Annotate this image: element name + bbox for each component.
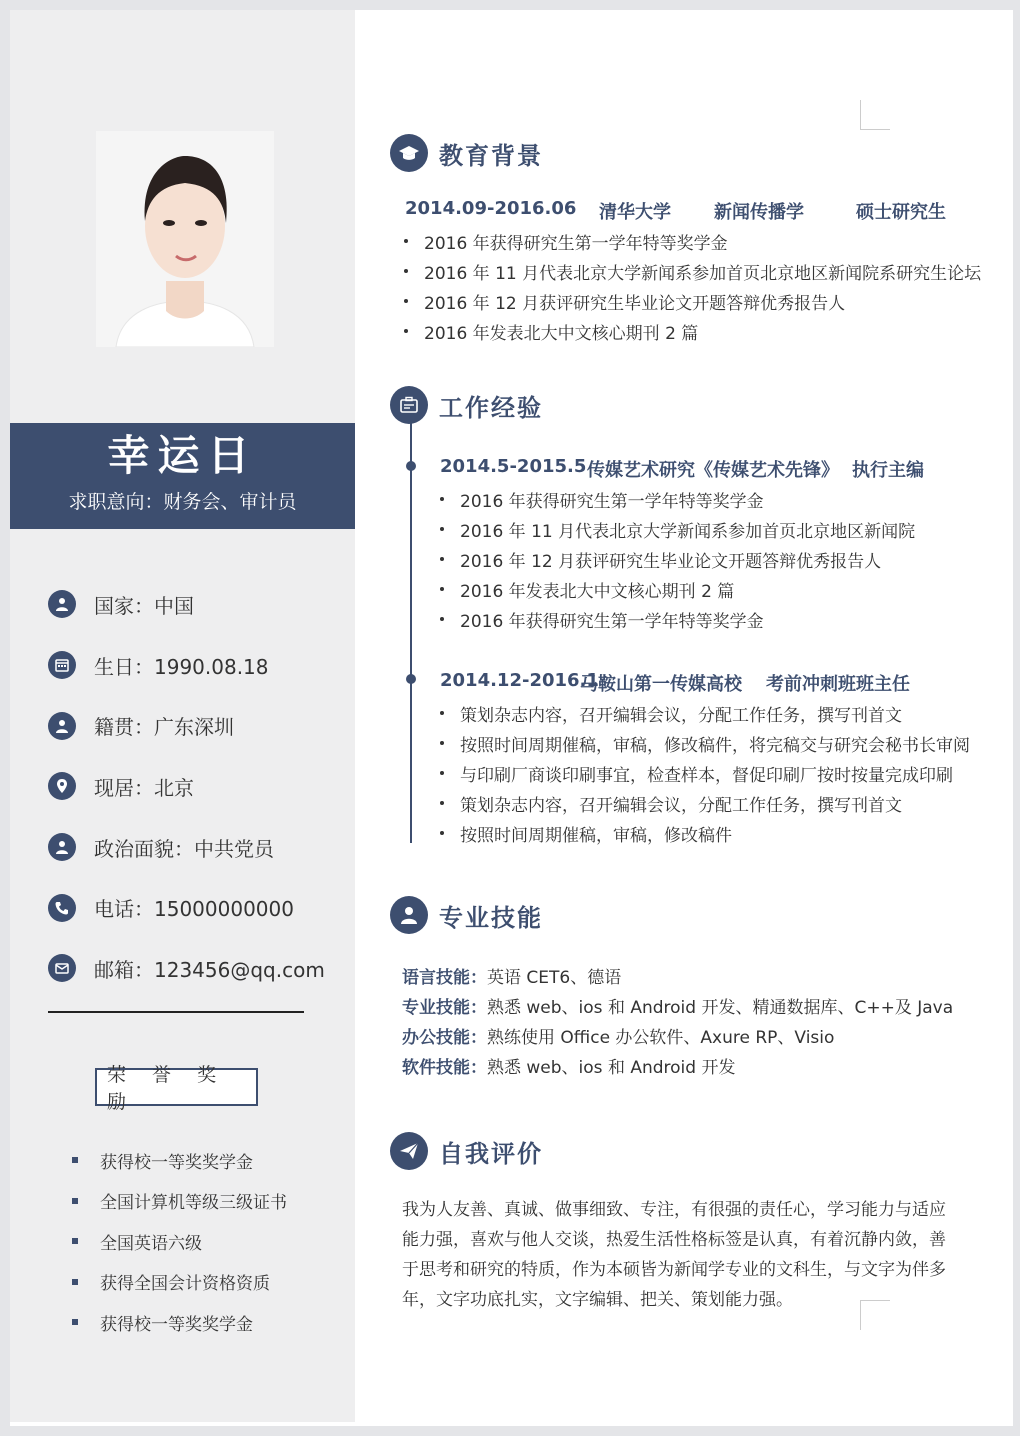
location-pin-icon — [48, 772, 76, 800]
timeline-line — [410, 420, 412, 843]
bullet-icon — [440, 831, 444, 835]
bullet-text: 2016 年 12 月获评研究生毕业论文开题答辩优秀报告人 — [460, 551, 882, 572]
bullet-icon — [440, 741, 444, 745]
education-summary — [405, 198, 946, 224]
job-duties-list — [440, 698, 970, 848]
bullet-text: 策划杂志内容，召开编辑会议，分配工作任务，撰写刊首文 — [460, 705, 902, 726]
bullet-text: 2016 年 12 月获评研究生毕业论文开题答辩优秀报告人 — [424, 293, 846, 314]
resume-page — [10, 10, 1013, 1426]
list-item — [72, 1302, 342, 1343]
sidebar-divider — [48, 1011, 304, 1013]
skills-header — [390, 896, 543, 934]
list-item — [404, 256, 981, 286]
honor-text: 全国计算机等级三级证书 — [100, 1193, 287, 1214]
education-header — [390, 134, 543, 172]
mail-icon — [48, 954, 76, 982]
honor-text: 全国英语六级 — [100, 1233, 202, 1254]
bullet-text: 2016 年 11 月代表北京大学新闻系参加首页北京地区新闻院 — [460, 521, 916, 542]
paper-plane-icon — [390, 1132, 428, 1170]
list-item — [440, 788, 970, 818]
honor-text: 获得校一等奖奖学金 — [100, 1152, 253, 1173]
list-item — [440, 728, 970, 758]
bullet-text: 与印刷厂商谈印刷事宜，检查样本，督促印刷厂按时按量完成印刷 — [460, 765, 953, 786]
square-bullet-icon — [72, 1319, 78, 1325]
list-item — [440, 758, 970, 788]
info-text: 电话：15000000000 — [94, 897, 294, 922]
bullet-text: 策划杂志内容，召开编辑会议，分配工作任务，撰写刊首文 — [460, 795, 902, 816]
list-item — [402, 990, 953, 1020]
user-icon — [48, 590, 76, 618]
skill-label: 软件技能： — [402, 1057, 487, 1078]
square-bullet-icon — [72, 1279, 78, 1285]
job-summary — [440, 670, 910, 696]
list-item — [440, 574, 915, 604]
section-title: 自我评价 — [439, 1139, 543, 1168]
skill-value: 熟练使用 Office 办公软件、Axure RP、Visio — [487, 1027, 835, 1048]
info-email — [48, 938, 348, 999]
bullet-icon — [404, 239, 408, 243]
bullet-text: 2016 年发表北大中文核心期刊 2 篇 — [424, 323, 699, 344]
skill-value: 熟悉 web、ios 和 Android 开发、精通数据库、C++及 Java — [487, 997, 954, 1018]
info-text: 现居：北京 — [94, 775, 194, 800]
profile-photo — [96, 131, 274, 347]
skill-label: 专业技能： — [402, 997, 487, 1018]
education-period: 2014.09-2016.06 — [405, 198, 577, 219]
list-item — [402, 1020, 953, 1050]
skill-value: 熟悉 web、ios 和 Android 开发 — [487, 1057, 736, 1078]
education-degree: 硕士研究生 — [856, 202, 946, 223]
skill-label: 语言技能： — [402, 967, 487, 988]
evaluation-header — [390, 1132, 543, 1170]
list-item — [440, 514, 915, 544]
job-company: 传媒艺术研究《传媒艺术先锋》 — [587, 460, 839, 481]
list-item — [404, 316, 981, 346]
name-banner — [10, 423, 355, 529]
square-bullet-icon — [72, 1198, 78, 1204]
list-item — [72, 1262, 342, 1303]
info-text: 籍贯：广东深圳 — [94, 715, 234, 740]
user-icon — [48, 833, 76, 861]
section-title: 工作经验 — [439, 393, 543, 422]
bullet-icon — [440, 801, 444, 805]
info-birthday — [48, 635, 348, 696]
skill-label: 办公技能： — [402, 1027, 487, 1048]
job-role: 执行主编 — [852, 460, 924, 481]
job-role: 考前冲刺班班主任 — [766, 674, 910, 695]
info-political — [48, 817, 348, 878]
info-text: 生日：1990.08.18 — [94, 654, 269, 679]
section-title: 教育背景 — [439, 141, 543, 170]
work-header — [390, 386, 543, 424]
square-bullet-icon — [72, 1238, 78, 1244]
bullet-text: 2016 年获得研究生第一学年特等奖学金 — [460, 611, 764, 632]
timeline-dot — [406, 461, 416, 471]
info-country — [48, 574, 348, 635]
job-period: 2014.5-2015.5 — [440, 456, 587, 477]
info-text: 邮箱：123456@qq.com — [94, 957, 325, 982]
phone-icon — [48, 894, 76, 922]
candidate-name: 幸运日 — [107, 431, 258, 480]
bullet-icon — [440, 497, 444, 501]
bullet-text: 2016 年获得研究生第一学年特等奖学金 — [460, 491, 764, 512]
job-summary — [440, 456, 924, 482]
info-text: 国家：中国 — [94, 593, 194, 618]
bullet-text: 按照时间周期催稿，审稿，修改稿件，将完稿交与研究会秘书长审阅 — [460, 735, 970, 756]
honors-title: 荣 誉 奖 励 — [95, 1068, 258, 1106]
info-hometown — [48, 695, 348, 756]
main-content — [390, 10, 990, 1422]
list-item — [440, 818, 970, 848]
bullet-icon — [440, 557, 444, 561]
personal-info-list — [48, 574, 348, 999]
bullet-icon — [404, 329, 408, 333]
briefcase-icon — [390, 386, 428, 424]
bullet-icon — [404, 269, 408, 273]
list-item — [72, 1140, 342, 1181]
bullet-text: 按照时间周期催稿，审稿，修改稿件 — [460, 825, 732, 846]
list-item — [440, 484, 915, 514]
timeline-dot — [406, 674, 416, 684]
honor-text: 获得全国会计资格资质 — [100, 1274, 270, 1295]
bullet-text: 2016 年获得研究生第一学年特等奖学金 — [424, 233, 728, 254]
bullet-icon — [440, 527, 444, 531]
user-icon — [390, 896, 428, 934]
list-item — [440, 544, 915, 574]
calendar-icon — [48, 651, 76, 679]
list-item — [440, 604, 915, 634]
self-evaluation-text: 我为人友善、真诚、做事细致、专注，有很强的责任心，学习能力与适应能力强，喜欢与他人交谈，热爱生活性格标签是认真，有着沉静内敛，善于思考和研究的特质，作为本硕皆为新闻学专业的文科生，与文字为伴多年，文字功底扎实，文字编辑、把关、策划能力强。 — [402, 1200, 946, 1310]
graduation-cap-icon — [390, 134, 428, 172]
honors-list — [72, 1140, 342, 1343]
honor-text: 获得校一等奖奖学金 — [100, 1314, 253, 1335]
sidebar — [10, 10, 355, 1422]
list-item — [404, 286, 981, 316]
bullet-icon — [404, 299, 408, 303]
job-company: 马鞍山第一传媒高校 — [580, 674, 742, 695]
education-major: 新闻传播学 — [714, 202, 804, 223]
bullet-icon — [440, 587, 444, 591]
education-list — [404, 226, 981, 346]
skills-list — [402, 960, 953, 1080]
skill-value: 英语 CET6、德语 — [487, 967, 622, 988]
info-phone — [48, 877, 348, 938]
list-item — [402, 1050, 953, 1080]
section-title: 专业技能 — [439, 903, 543, 932]
education-school: 清华大学 — [599, 202, 671, 223]
list-item — [72, 1221, 342, 1262]
list-item — [440, 698, 970, 728]
list-item — [402, 960, 953, 990]
info-residence — [48, 756, 348, 817]
job-duties-list — [440, 484, 915, 634]
job-period: 2014.12-2016.1 — [440, 670, 599, 691]
bullet-text: 2016 年 11 月代表北京大学新闻系参加首页北京地区新闻院系研究生论坛 — [424, 263, 982, 284]
bullet-icon — [440, 617, 444, 621]
bullet-icon — [440, 711, 444, 715]
user-icon — [48, 712, 76, 740]
info-text: 政治面貌：中共党员 — [94, 836, 274, 861]
list-item — [72, 1181, 342, 1222]
list-item — [404, 226, 981, 256]
bullet-icon — [440, 771, 444, 775]
bullet-text: 2016 年发表北大中文核心期刊 2 篇 — [460, 581, 735, 602]
job-intent: 求职意向：财务会、审计员 — [68, 491, 297, 513]
square-bullet-icon — [72, 1157, 78, 1163]
